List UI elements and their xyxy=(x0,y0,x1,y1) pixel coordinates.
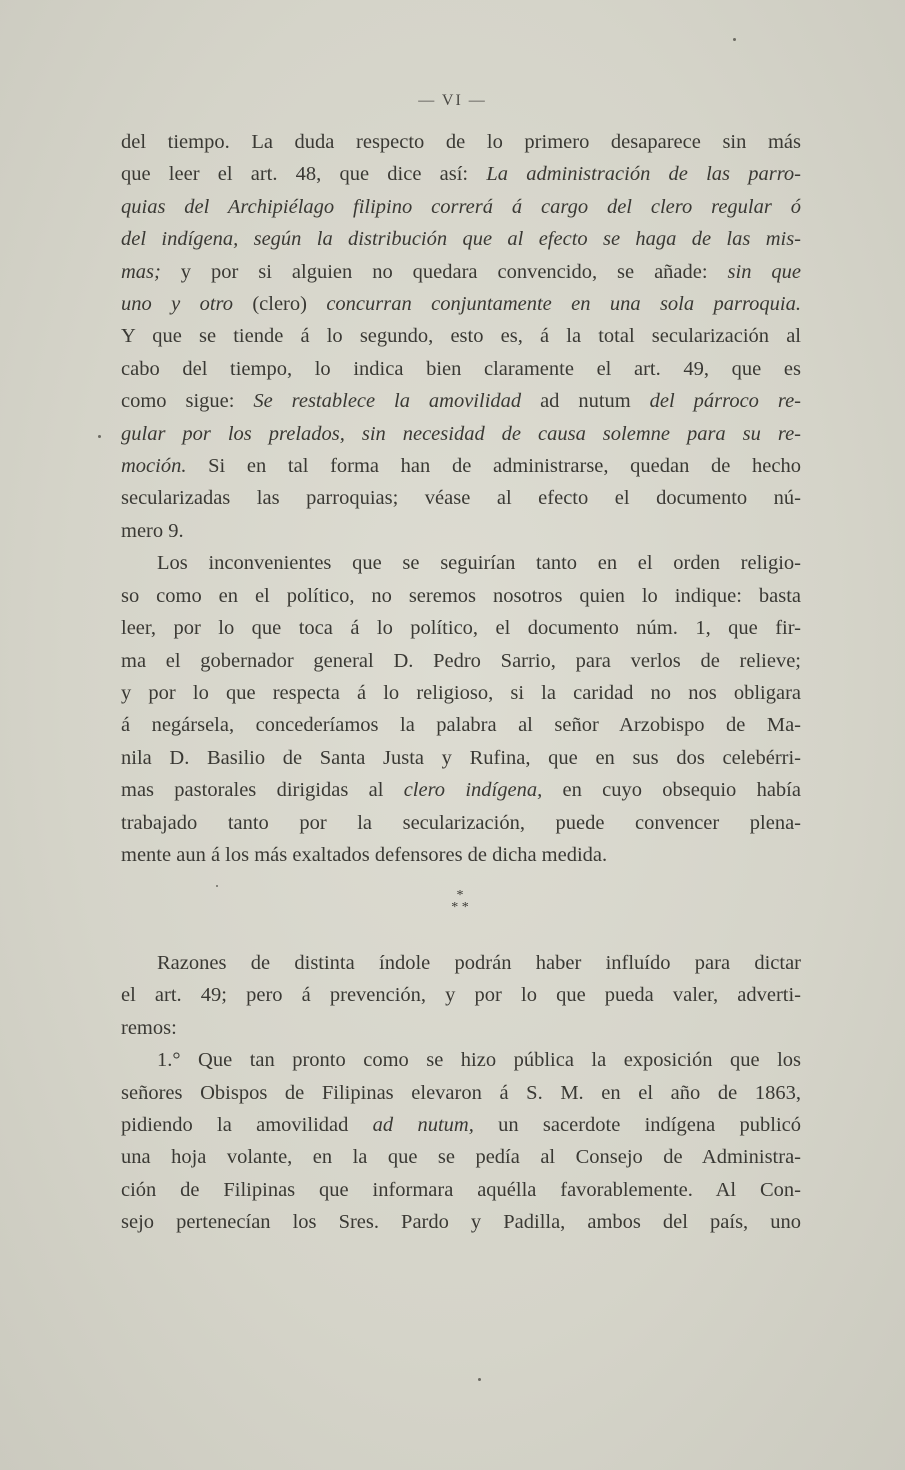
italic-segment: del indígena, según la distribución que al efecto se haga de las mis- xyxy=(121,228,801,251)
text-segment: so como en el político, no seremos nosotros quien lo indique: basta xyxy=(121,584,801,607)
text-line xyxy=(121,353,801,385)
text-line xyxy=(121,515,801,547)
text-segment: nila D. Basilio de Santa Justa y Rufina, que en sus dos celebérri- xyxy=(121,746,801,769)
text-line xyxy=(121,1044,801,1076)
text-line xyxy=(121,1141,801,1173)
text-segment: (clero) xyxy=(232,293,327,316)
text-segment: Los inconvenientes que se seguirían tanto en el orden religio- xyxy=(157,552,801,575)
text-line xyxy=(121,191,801,223)
text-line xyxy=(121,126,801,158)
text-segment: 1.° Que tan pronto como se hizo pública la exposición que los xyxy=(157,1049,801,1072)
text-line xyxy=(121,839,801,871)
text-segment: y por si alguien no quedara convencido, se añade: xyxy=(160,260,728,283)
text-segment: y por lo que respecta á lo religioso, si la caridad no nos obligara xyxy=(121,681,801,704)
text-segment: del tiempo. La duda respecto de lo primero desaparece sin más xyxy=(121,131,801,153)
paper-speck xyxy=(733,38,736,41)
text-line xyxy=(121,774,801,806)
text-segment: mente aun á los más exaltados defensores de dicha medida. xyxy=(121,843,608,866)
text-segment: remos: xyxy=(121,1016,177,1039)
text-segment: en cuyo obsequio había xyxy=(542,779,801,802)
text-segment: ción de Filipinas que informara aquélla favorablemente. Al Con- xyxy=(121,1178,801,1201)
section-separator xyxy=(430,890,490,914)
text-line xyxy=(121,645,801,677)
text-line xyxy=(121,223,801,255)
text-line xyxy=(121,947,801,979)
text-line xyxy=(121,320,801,352)
text-segment: secularizadas las parroquias; véase al efecto el documento nú- xyxy=(121,487,801,510)
paragraph-block-2 xyxy=(121,947,801,1239)
text-segment: como sigue: xyxy=(121,390,254,413)
text-line xyxy=(121,482,801,514)
text-line xyxy=(121,709,801,741)
text-line xyxy=(121,979,801,1011)
text-segment: señores Obispos de Filipinas elevaron á S. M. en el año de 1863, xyxy=(121,1081,801,1104)
text-segment: trabajado tanto por la secularización, puede convencer plena- xyxy=(121,811,801,834)
paper-speck xyxy=(216,885,218,887)
text-segment: Razones de distinta índole podrán haber influído para dictar xyxy=(157,952,801,974)
text-line xyxy=(121,1077,801,1109)
italic-segment: gular por los prelados, sin necesidad de causa solemne para su re- xyxy=(121,422,801,445)
text-line xyxy=(121,158,801,190)
italic-segment: sin que xyxy=(727,260,801,283)
text-line xyxy=(121,1012,801,1044)
italic-segment: del párroco re- xyxy=(649,390,801,413)
paper-speck xyxy=(98,435,101,438)
text-segment: ma el gobernador general D. Pedro Sarrio, para verlos de relieve; xyxy=(121,649,801,672)
italic-segment: concurran conjuntamente en una sola parroquia. xyxy=(326,293,801,316)
text-line xyxy=(121,580,801,612)
text-line xyxy=(121,742,801,774)
text-line xyxy=(121,1174,801,1206)
text-segment: una hoja volante, en la que se pedía al Consejo de Administra- xyxy=(121,1146,801,1169)
italic-segment: clero indígena, xyxy=(403,779,543,802)
text-segment: Si en tal forma han de administrarse, quedan de hecho xyxy=(186,455,801,478)
italic-segment: mas; xyxy=(121,260,161,283)
text-line xyxy=(121,1206,801,1238)
text-line xyxy=(121,807,801,839)
text-line xyxy=(121,450,801,482)
separator-star-top: * xyxy=(456,888,464,903)
italic-segment: moción. xyxy=(121,455,187,478)
text-segment: ad nutum xyxy=(521,390,650,413)
text-segment: Y que se tiende á lo segundo, esto es, á la total secularización al xyxy=(121,325,801,348)
text-line xyxy=(121,1109,801,1141)
italic-segment: ad nutum, xyxy=(372,1114,474,1137)
italic-segment: Se restablece la amovilidad xyxy=(253,390,522,413)
text-segment: á negársela, concederíamos la palabra al señor Arzobispo de Ma- xyxy=(121,714,801,737)
text-line xyxy=(121,612,801,644)
text-segment: leer, por lo que toca á lo político, el documento núm. 1, que fir- xyxy=(121,617,801,640)
page-header: — VI — xyxy=(418,92,487,109)
separator-stars-bottom: * * xyxy=(451,900,469,915)
text-segment: el art. 49; pero á prevención, y por lo que pueda valer, adverti- xyxy=(121,984,801,1007)
text-segment: mas pastorales dirigidas al xyxy=(121,779,404,802)
italic-segment: quias del Archipiélago filipino correrá á cargo del clero regular ó xyxy=(121,195,801,218)
text-segment: mero 9. xyxy=(121,519,184,542)
text-line xyxy=(121,418,801,450)
text-segment: cabo del tiempo, lo indica bien claramente el art. 49, que es xyxy=(121,357,801,380)
text-segment: sejo pertenecían los Sres. Pardo y Padilla, ambos del país, uno xyxy=(121,1211,801,1234)
text-line xyxy=(121,677,801,709)
text-line xyxy=(121,256,801,288)
italic-segment: uno y otro xyxy=(121,293,233,316)
text-line xyxy=(121,288,801,320)
text-segment: un sacerdote indígena publicó xyxy=(473,1114,801,1137)
text-line xyxy=(121,385,801,417)
paragraph-block-1 xyxy=(121,126,801,871)
paper-speck xyxy=(478,1378,481,1381)
text-line xyxy=(121,547,801,579)
italic-segment: La administración de las parro- xyxy=(486,163,801,186)
text-segment: que leer el art. 48, que dice así: xyxy=(121,163,487,186)
text-segment: pidiendo la amovilidad xyxy=(121,1114,373,1137)
